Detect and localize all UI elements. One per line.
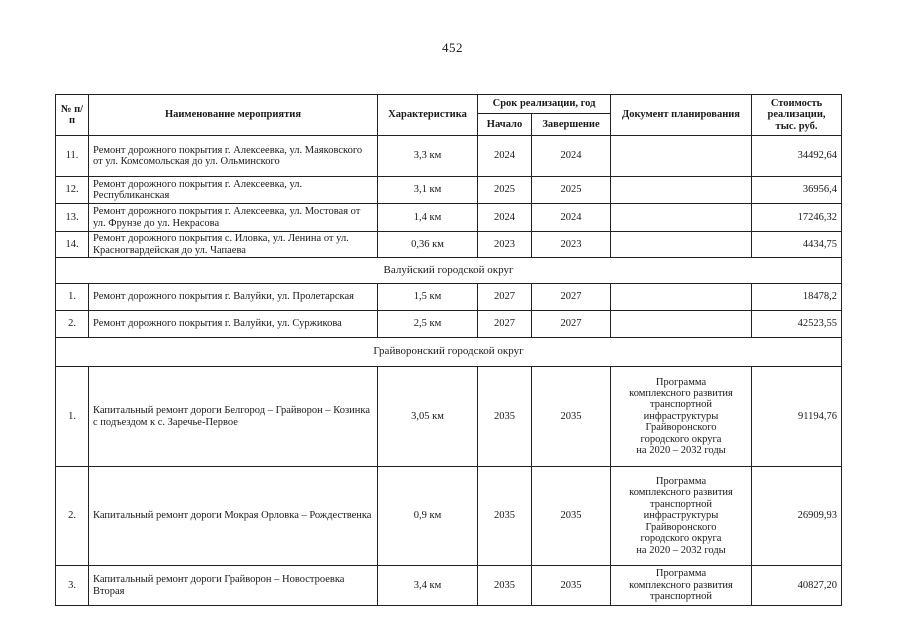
table-row xyxy=(56,177,842,204)
document-line: Программа xyxy=(655,476,707,488)
table-row xyxy=(56,232,842,258)
document-line: комплексного развития xyxy=(629,487,733,499)
section-row xyxy=(56,258,842,284)
row-cost: 42523,55 xyxy=(752,311,842,338)
row-characteristic: 3,05 км xyxy=(378,367,478,467)
row-number: 3. xyxy=(56,566,89,606)
row-cost: 36956,4 xyxy=(752,177,842,204)
row-cost: 18478,2 xyxy=(752,284,842,311)
row-name: Ремонт дорожного покрытия г. Валуйки, ул. Суржикова xyxy=(89,311,378,338)
document-line: на 2020 – 2032 годы xyxy=(636,445,726,457)
row-document xyxy=(611,232,752,258)
row-end-year: 2024 xyxy=(532,204,611,232)
row-characteristic: 0,9 км xyxy=(378,467,478,566)
header-cost: Стоимость реализации, тыс. руб. xyxy=(752,95,842,136)
row-number: 2. xyxy=(56,311,89,338)
row-number: 13. xyxy=(56,204,89,232)
row-document xyxy=(611,467,752,566)
row-number: 11. xyxy=(56,136,89,177)
row-cost: 34492,64 xyxy=(752,136,842,177)
row-cost: 40827,20 xyxy=(752,566,842,606)
roads-plan-table xyxy=(55,94,842,606)
document-line: комплексного развития xyxy=(629,387,733,399)
row-cost: 17246,32 xyxy=(752,204,842,232)
row-name: Ремонт дорожного покрытия г. Алексеевка, ул. Республиканская xyxy=(89,177,378,204)
header-num: № п/п xyxy=(56,95,89,136)
row-document xyxy=(611,136,752,177)
row-document xyxy=(611,367,752,467)
row-number: 1. xyxy=(56,284,89,311)
row-number: 2. xyxy=(56,467,89,566)
document-line: Программа xyxy=(655,376,707,388)
table-row xyxy=(56,204,842,232)
header-period: Срок реализации, год xyxy=(478,95,611,114)
row-characteristic: 0,36 км xyxy=(378,232,478,258)
row-name: Капитальный ремонт дороги Грайворон – Новостроевка Вторая xyxy=(89,566,378,606)
section-title: Валуйский городской округ xyxy=(56,258,842,284)
row-document xyxy=(611,204,752,232)
document-line: городского округа xyxy=(640,433,722,445)
row-name: Капитальный ремонт дороги Мокрая Орловка – Рождественка xyxy=(89,467,378,566)
table-header xyxy=(56,95,842,136)
row-start-year: 2035 xyxy=(478,566,532,606)
row-name: Ремонт дорожного покрытия г. Алексеевка, ул. Маяковского от ул. Комсомольская до ул. Ольминского xyxy=(89,136,378,177)
row-end-year: 2035 xyxy=(532,467,611,566)
row-characteristic: 3,1 км xyxy=(378,177,478,204)
row-cost: 4434,75 xyxy=(752,232,842,258)
row-end-year: 2024 xyxy=(532,136,611,177)
table-row xyxy=(56,566,842,606)
row-end-year: 2027 xyxy=(532,311,611,338)
document-line: транспортной xyxy=(650,399,712,411)
row-document xyxy=(611,177,752,204)
row-characteristic: 3,4 км xyxy=(378,566,478,606)
row-start-year: 2023 xyxy=(478,232,532,258)
table-row xyxy=(56,467,842,566)
row-number: 14. xyxy=(56,232,89,258)
row-characteristic: 1,5 км xyxy=(378,284,478,311)
row-end-year: 2023 xyxy=(532,232,611,258)
document-line: транспортной xyxy=(650,498,712,510)
row-characteristic: 1,4 км xyxy=(378,204,478,232)
row-characteristic: 2,5 км xyxy=(378,311,478,338)
document-line: городского округа xyxy=(640,533,722,545)
row-document xyxy=(611,284,752,311)
document-line: на 2020 – 2032 годы xyxy=(636,544,726,556)
row-start-year: 2035 xyxy=(478,467,532,566)
table-row xyxy=(56,311,842,338)
document-line: Грайворонского xyxy=(645,521,717,533)
header-document: Документ планирования xyxy=(611,95,752,136)
document-line: инфраструктуры xyxy=(643,510,719,522)
row-end-year: 2035 xyxy=(532,566,611,606)
row-name: Ремонт дорожного покрытия с. Иловка, ул. Ленина от ул. Красногвардейская до ул. Чапаева xyxy=(89,232,378,258)
header-end: Завершение xyxy=(532,114,611,136)
table-row xyxy=(56,284,842,311)
table-row xyxy=(56,136,842,177)
row-start-year: 2035 xyxy=(478,367,532,467)
row-start-year: 2027 xyxy=(478,284,532,311)
row-number: 1. xyxy=(56,367,89,467)
document-line: инфраструктуры xyxy=(643,410,719,422)
header-name: Наименование мероприятия xyxy=(89,95,378,136)
row-name: Капитальный ремонт дороги Белгород – Грайворон – Козинка с подъездом к с. Заречье-Первое xyxy=(89,367,378,467)
row-cost: 26909,93 xyxy=(752,467,842,566)
row-characteristic: 3,3 км xyxy=(378,136,478,177)
document-line: комплексного развития xyxy=(629,579,733,591)
page-number: 452 xyxy=(442,40,463,55)
row-end-year: 2027 xyxy=(532,284,611,311)
row-name: Ремонт дорожного покрытия г. Валуйки, ул. Пролетарская xyxy=(89,284,378,311)
document-line: Грайворонского xyxy=(645,422,717,434)
row-start-year: 2024 xyxy=(478,136,532,177)
document-line: Программа xyxy=(655,568,707,580)
table-row xyxy=(56,367,842,467)
row-end-year: 2025 xyxy=(532,177,611,204)
row-end-year: 2035 xyxy=(532,367,611,467)
header-start: Начало xyxy=(478,114,532,136)
row-number: 12. xyxy=(56,177,89,204)
row-cost: 91194,76 xyxy=(752,367,842,467)
section-row xyxy=(56,338,842,367)
header-characteristic: Характеристика xyxy=(378,95,478,136)
row-name: Ремонт дорожного покрытия г. Алексеевка, ул. Мостовая от ул. Фрунзе до ул. Некрасова xyxy=(89,204,378,232)
row-document xyxy=(611,566,752,606)
row-document xyxy=(611,311,752,338)
document-line: транспортной xyxy=(650,591,712,603)
row-start-year: 2027 xyxy=(478,311,532,338)
row-start-year: 2024 xyxy=(478,204,532,232)
row-start-year: 2025 xyxy=(478,177,532,204)
section-title: Грайворонский городской округ xyxy=(56,338,842,367)
